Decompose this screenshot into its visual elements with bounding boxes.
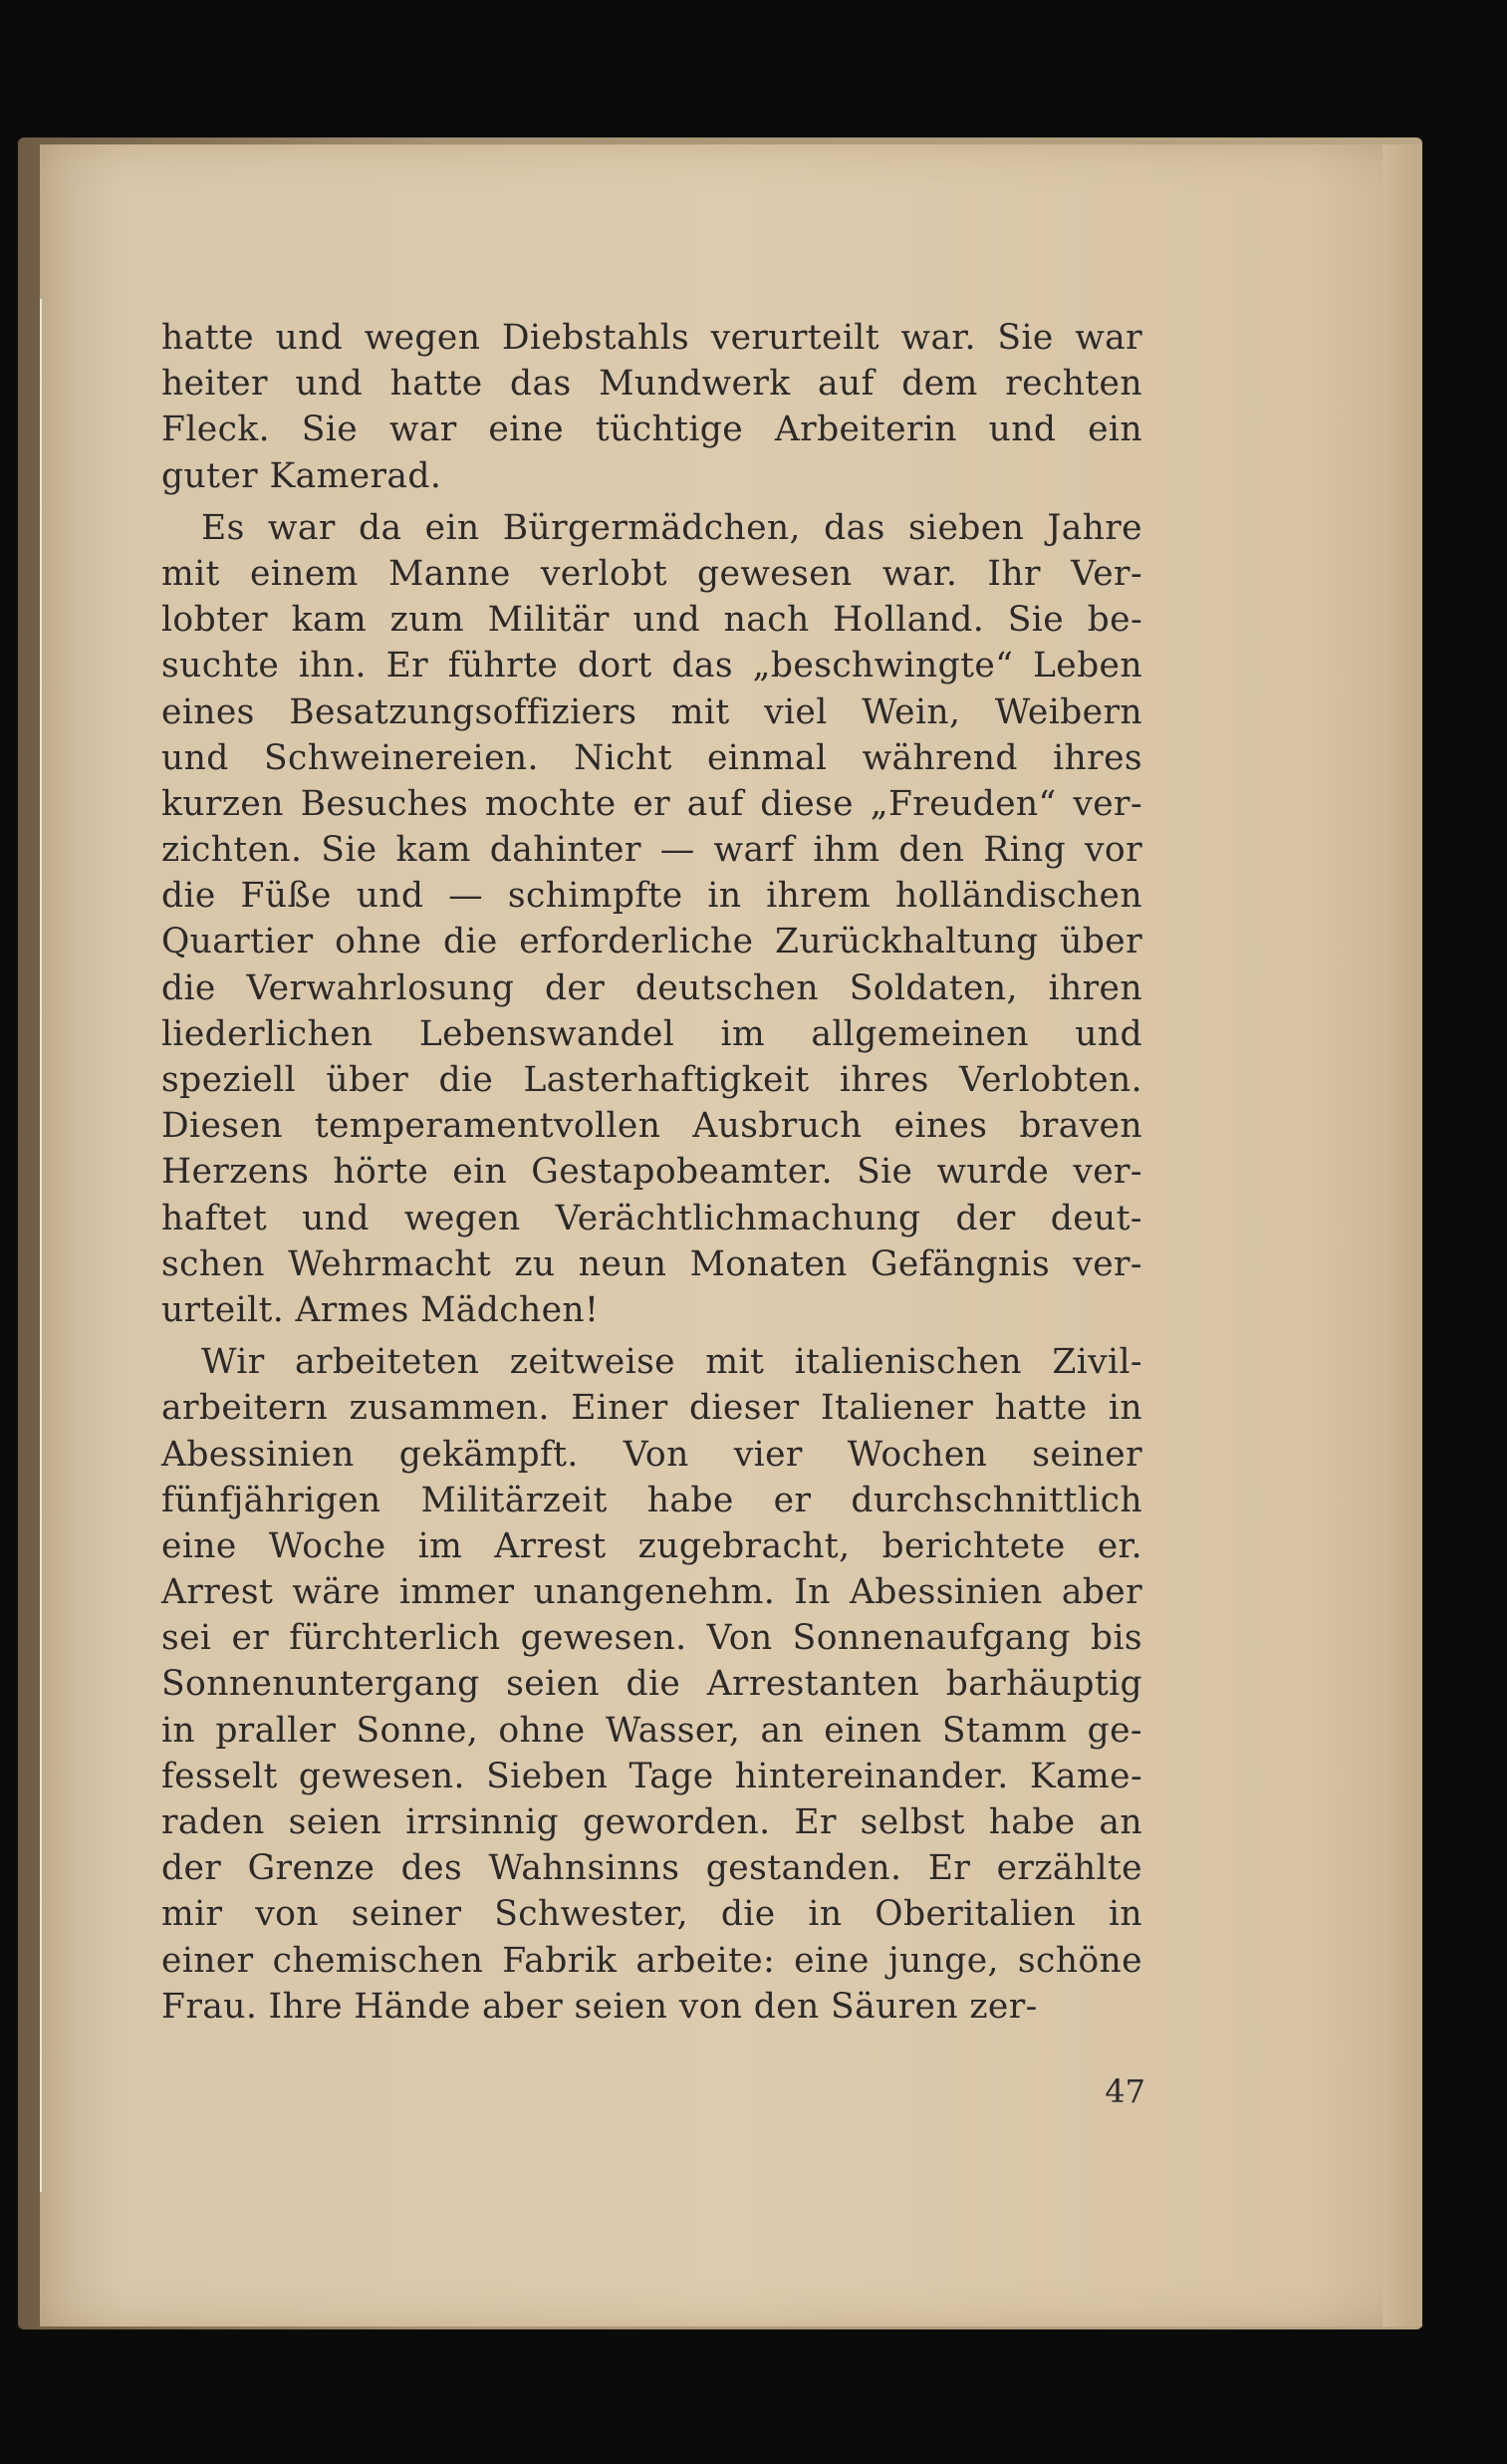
text-line: Wir arbeiteten zeitweise mit italienischen Zivil- — [201, 1342, 1142, 1383]
text-line: raden seien irrsinnig geworden. Er selbst habe an — [161, 1802, 1142, 1842]
paragraph — [161, 1339, 1142, 2030]
text-line: Sonnenuntergang seien die Arrestanten barhäuptig — [161, 1664, 1142, 1705]
text-line: der Grenze des Wahnsinns gestanden. Er erzählte — [161, 1848, 1142, 1889]
text-line: und Schweinereien. Nicht einmal während ihres — [161, 737, 1142, 778]
text-line: kurzen Besuches mochte er auf diese „Freuden“ ver- — [161, 783, 1142, 824]
text-line: lobter kam zum Militär und nach Holland. Sie be- — [161, 600, 1142, 641]
text-line: Herzens hörte ein Gestapobeamter. Sie wurde ver- — [161, 1152, 1142, 1193]
page-edge-right — [1382, 144, 1422, 2327]
text-line: urteilt. Armes Mädchen! — [161, 1289, 600, 1330]
text-line: die Füße und — schimpfte in ihrem holländischen — [161, 876, 1142, 917]
text-line: Fleck. Sie war eine tüchtige Arbeiterin und ein — [161, 410, 1142, 450]
text-line: in praller Sonne, ohne Wasser, an einen Stamm ge- — [161, 1710, 1142, 1751]
text-line: mit einem Manne verlobt gewesen war. Ihr Ver- — [161, 553, 1142, 594]
text-line: Abessinien gekämpft. Von vier Wochen seiner — [161, 1434, 1142, 1475]
text-line: Es war da ein Bürgermädchen, das sieben Jahre — [201, 507, 1142, 548]
text-line: liederlichen Lebenswandel im allgemeinen und — [161, 1013, 1142, 1054]
text-line: sei er fürchterlich gewesen. Von Sonnenaufgang bis — [161, 1618, 1142, 1659]
paragraph — [161, 505, 1142, 1333]
gutter-line — [40, 299, 42, 2192]
text-line: eines Besatzungsoffiziers mit viel Wein, Weibern — [161, 691, 1142, 732]
text-line: haftet und wegen Verächtlichmachung der deut- — [161, 1198, 1142, 1238]
text-line: Frau. Ihre Hände aber seien von den Säuren zer- — [161, 1986, 1038, 2027]
text-line: Quartier ohne die erforderliche Zurückhaltung über — [161, 922, 1142, 962]
text-line: speziell über die Lasterhaftigkeit ihres Verlobten. — [161, 1060, 1142, 1100]
text-line: suchte ihn. Er führte dort das „beschwingte“ Leben — [161, 646, 1142, 686]
body-text — [161, 315, 1142, 2036]
page-number: 47 — [1105, 2072, 1145, 2110]
text-line: arbeitern zusammen. Einer dieser Italiener hatte in — [161, 1388, 1142, 1429]
text-line: zichten. Sie kam dahinter — warf ihm den Ring vor — [161, 830, 1142, 871]
paragraph — [161, 315, 1142, 499]
text-line: hatte und wegen Diebstahls verurteilt war. Sie war — [161, 318, 1142, 358]
text-line: fesselt gewesen. Sieben Tage hintereinander. Kame- — [161, 1756, 1142, 1796]
text-line: heiter und hatte das Mundwerk auf dem rechten — [161, 364, 1142, 405]
text-line: einer chemischen Fabrik arbeite: eine junge, schöne — [161, 1940, 1142, 1981]
text-line: schen Wehrmacht zu neun Monaten Gefängnis ver- — [161, 1243, 1142, 1284]
text-line: mir von seiner Schwester, die in Oberitalien in — [161, 1894, 1142, 1935]
text-line: Diesen temperamentvollen Ausbruch eines braven — [161, 1106, 1142, 1147]
text-line: guter Kamerad. — [161, 455, 442, 496]
text-line: eine Woche im Arrest zugebracht, berichtete er. — [161, 1525, 1142, 1566]
text-line: fünfjährigen Militärzeit habe er durchschnittlich — [161, 1480, 1142, 1520]
text-line: die Verwahrlosung der deutschen Soldaten, ihren — [161, 967, 1142, 1008]
text-line: Arrest wäre immer unangenehm. In Abessinien aber — [161, 1572, 1142, 1613]
